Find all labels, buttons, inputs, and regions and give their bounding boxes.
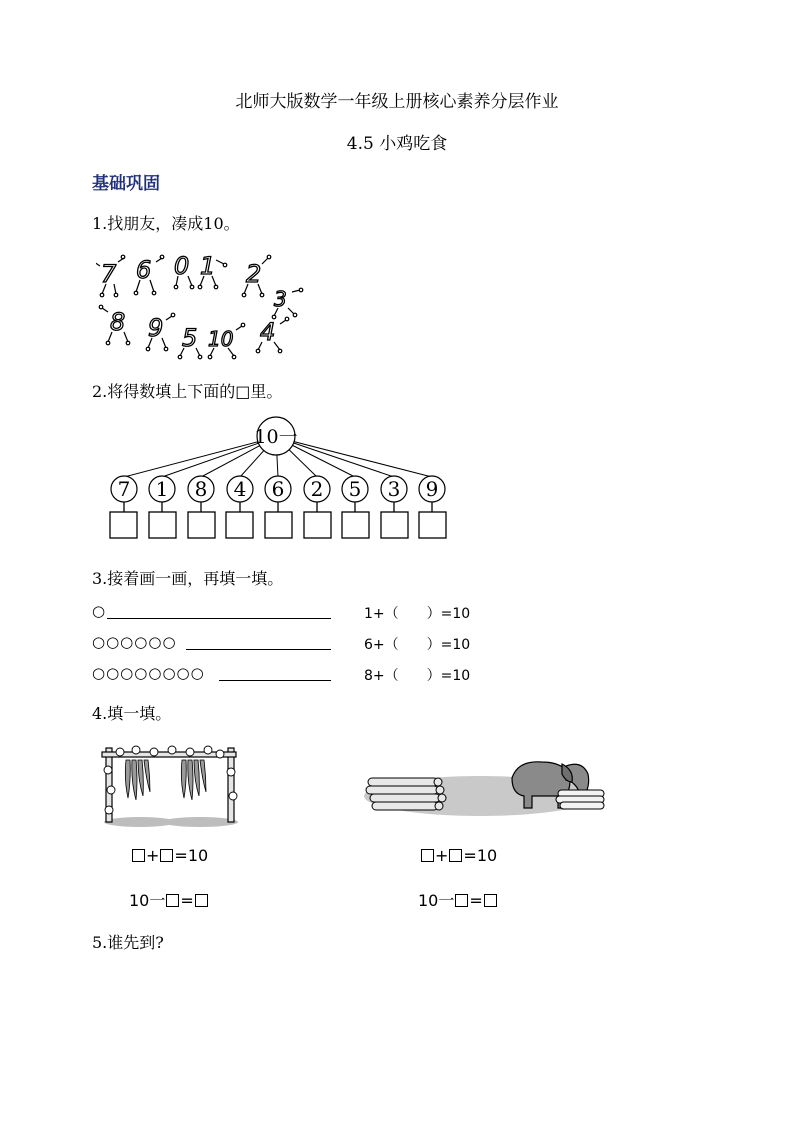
left-equation-2: 10一 = [129,888,209,911]
number-label: 1 [200,252,216,280]
answer-box[interactable] [226,512,253,538]
left-equation-1: + =10 [131,846,208,865]
answer-box[interactable] [110,512,137,538]
subtraction-tree [100,410,460,545]
number-1-figure [198,252,227,289]
drawing-line-3[interactable] [219,680,331,681]
blank-box[interactable] [160,849,173,862]
circles-row-2: ○○○○○○ [92,633,177,651]
number-label: 7 [101,260,117,288]
number-label: 5 [182,324,198,352]
center-label: 10一 [254,426,298,448]
number-9-figure [146,313,175,351]
section-heading: 基础巩固 [92,174,160,194]
number-label: 6 [136,256,152,284]
answer-box[interactable] [381,512,408,538]
tree-number: 1 [155,477,169,501]
question-5: 5.谁先到? [92,933,164,952]
number-8-figure [99,305,130,345]
answer-box[interactable] [304,512,331,538]
number-label: 4 [260,318,276,346]
tree-number: 5 [348,477,362,501]
page-title: 北师大版数学一年级上册核心素养分层作业 [235,92,559,112]
drawing-line-2[interactable] [186,649,331,650]
tree-number: 4 [233,477,247,501]
number-label: 0 [174,252,190,280]
tree-number: 8 [194,477,208,501]
number-3-figure [272,287,303,319]
drawing-line-1[interactable] [107,618,331,619]
tree-number: 3 [387,477,401,501]
blank-box[interactable] [484,894,497,907]
number-label: 9 [148,314,164,342]
blank-box[interactable] [455,894,468,907]
blank-box[interactable] [166,894,179,907]
number-label: 3 [274,287,287,311]
answer-box[interactable] [149,512,176,538]
blank-box[interactable] [132,849,145,862]
equation-1: 1+（ ）=10 [364,606,471,622]
answer-box[interactable] [342,512,369,538]
tree-number: 9 [425,477,439,501]
elephant-logs-illustration [362,752,612,822]
number-label: 8 [110,308,126,336]
blank-box[interactable] [195,894,208,907]
right-equation-1: + =10 [420,846,497,865]
page-subtitle: 4.5 小鸡吃食 [346,134,448,154]
tree-number: 2 [310,477,324,501]
number-5-figure [178,324,202,359]
number-6-figure [134,255,164,295]
blank-box[interactable] [421,849,434,862]
tree-number: 6 [271,477,285,501]
number-label: 2 [246,260,262,288]
blank-box[interactable] [449,849,462,862]
equation-3: 8+（ ）=10 [364,668,471,684]
circles-row-1: ○ [92,602,107,620]
bean-trellis-illustration [100,740,240,830]
number-friends-illustration [96,250,311,360]
number-7-figure [96,255,125,297]
circles-row-3: ○○○○○○○○ [92,664,205,682]
question-4: 4.填一填。 [92,704,172,723]
answer-box[interactable] [419,512,446,538]
tree-number: 7 [117,477,131,501]
answer-box[interactable] [265,512,292,538]
number-10-figure [208,323,245,359]
right-equation-2: 10一 = [418,888,498,911]
question-2: 2.将得数填上下面的□里。 [92,382,283,401]
number-4-figure [256,317,289,353]
equation-2: 6+（ ）=10 [364,637,471,653]
number-label: 10 [208,327,234,351]
question-1: 1.找朋友，凑成10。 [92,214,240,233]
answer-box[interactable] [188,512,215,538]
question-3: 3.接着画一画，再填一填。 [92,569,284,588]
number-0-figure [174,252,194,289]
number-2-figure [242,255,271,297]
